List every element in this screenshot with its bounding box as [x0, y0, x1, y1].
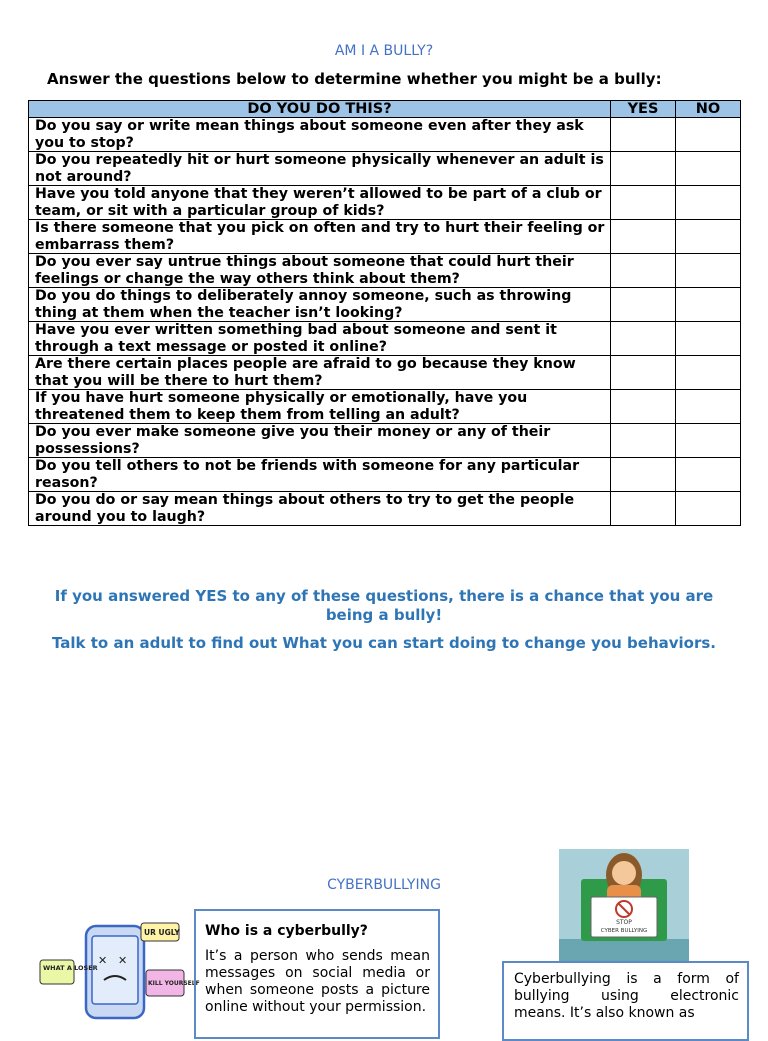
right-eye: ✕ — [118, 954, 128, 967]
yes-cell[interactable] — [611, 424, 676, 458]
stop-cyberbullying-illustration — [559, 849, 689, 961]
table-row — [29, 152, 741, 186]
no-cell[interactable] — [676, 118, 741, 152]
table-row — [29, 424, 741, 458]
question-text: Are there certain places people are afraid to go because they know that you will be there to hurt them? — [29, 356, 611, 390]
yes-cell[interactable] — [611, 254, 676, 288]
no-cell[interactable] — [676, 186, 741, 220]
table-row — [29, 390, 741, 424]
no-cell[interactable] — [676, 152, 741, 186]
question-text: Is there someone that you pick on often and try to hurt their feeling or embarrass them? — [29, 220, 611, 254]
table-row — [29, 288, 741, 322]
question-text: Do you ever make someone give you their money or any of their possessions? — [29, 424, 611, 458]
sad-phone-illustration — [38, 920, 200, 1020]
table-row — [29, 458, 741, 492]
question-text: Have you told anyone that they weren’t allowed to be part of a club or team, or sit with a particular group of kids? — [29, 186, 611, 220]
who-title: Who is a cyberbully? — [205, 923, 368, 939]
question-text: Do you ever say untrue things about someone that could hurt their feelings or change the way others think about them? — [29, 254, 611, 288]
left-eye: ✕ — [98, 954, 108, 967]
yes-cell[interactable] — [611, 492, 676, 526]
question-text: If you have hurt someone physically or emotionally, have you threatened them to keep them from telling an adult? — [29, 390, 611, 424]
no-cell[interactable] — [676, 458, 741, 492]
yes-cell[interactable] — [611, 220, 676, 254]
yes-cell[interactable] — [611, 458, 676, 492]
who-text: It’s a person who sends mean messages on social media or when someone posts a picture online without your permission. — [205, 948, 430, 1015]
bubble-loser-text: WHAT A LOSER — [43, 964, 98, 972]
sign-stop-text: STOP — [616, 919, 632, 926]
no-cell[interactable] — [676, 356, 741, 390]
cyberbullying-definition-box: Cyberbullying is a form of bullying using electronic means. It’s also known as — [502, 961, 749, 1041]
no-cell[interactable] — [676, 288, 741, 322]
header-yes: YES — [611, 101, 676, 118]
yes-cell[interactable] — [611, 356, 676, 390]
header-question: DO YOU DO THIS? — [29, 101, 611, 118]
bubble-ugly-text: UR UGLY — [144, 928, 180, 937]
table-row — [29, 322, 741, 356]
no-cell[interactable] — [676, 322, 741, 356]
cyberbullying-heading: CYBERBULLYING — [327, 877, 441, 893]
face — [612, 861, 636, 885]
sign-cyber-text: CYBER BULLYING — [600, 928, 648, 934]
header-no: NO — [676, 101, 741, 118]
question-text: Do you do things to deliberately annoy someone, such as throwing thing at them when the teacher isn’t looking? — [29, 288, 611, 322]
no-cell[interactable] — [676, 220, 741, 254]
table-row — [29, 220, 741, 254]
bubble-kill-text: KILL YOURSELF — [148, 980, 200, 987]
yes-cell[interactable] — [611, 390, 676, 424]
no-cell[interactable] — [676, 424, 741, 458]
yes-cell[interactable] — [611, 118, 676, 152]
question-text: Do you repeatedly hit or hurt someone physically whenever an adult is not around? — [29, 152, 611, 186]
page-title: AM I A BULLY? — [334, 43, 434, 59]
result-warning: If you answered YES to any of these questions, there is a chance that you are being a bully! — [54, 587, 714, 624]
table-header-row — [29, 101, 741, 118]
yes-cell[interactable] — [611, 288, 676, 322]
no-cell[interactable] — [676, 492, 741, 526]
phone-screen — [92, 936, 138, 1004]
table-row — [29, 118, 741, 152]
result-advice: Talk to an adult to find out What you can start doing to change you behaviors. — [52, 634, 716, 652]
table-row — [29, 186, 741, 220]
question-text: Do you say or write mean things about someone even after they ask you to stop? — [29, 118, 611, 152]
bully-quiz-table — [28, 100, 741, 526]
desk — [559, 939, 689, 961]
question-text: Have you ever written something bad about someone and sent it through a text message or posted it online? — [29, 322, 611, 356]
question-text: Do you do or say mean things about others to try to get the people around you to laugh? — [29, 492, 611, 526]
question-text: Do you tell others to not be friends with someone for any particular reason? — [29, 458, 611, 492]
no-cell[interactable] — [676, 390, 741, 424]
table-row — [29, 356, 741, 390]
instructions: Answer the questions below to determine whether you might be a bully: — [47, 70, 662, 88]
no-cell[interactable] — [676, 254, 741, 288]
table-row — [29, 254, 741, 288]
who-is-cyberbully-box — [194, 909, 440, 1039]
yes-cell[interactable] — [611, 322, 676, 356]
yes-cell[interactable] — [611, 152, 676, 186]
table-row — [29, 492, 741, 526]
yes-cell[interactable] — [611, 186, 676, 220]
